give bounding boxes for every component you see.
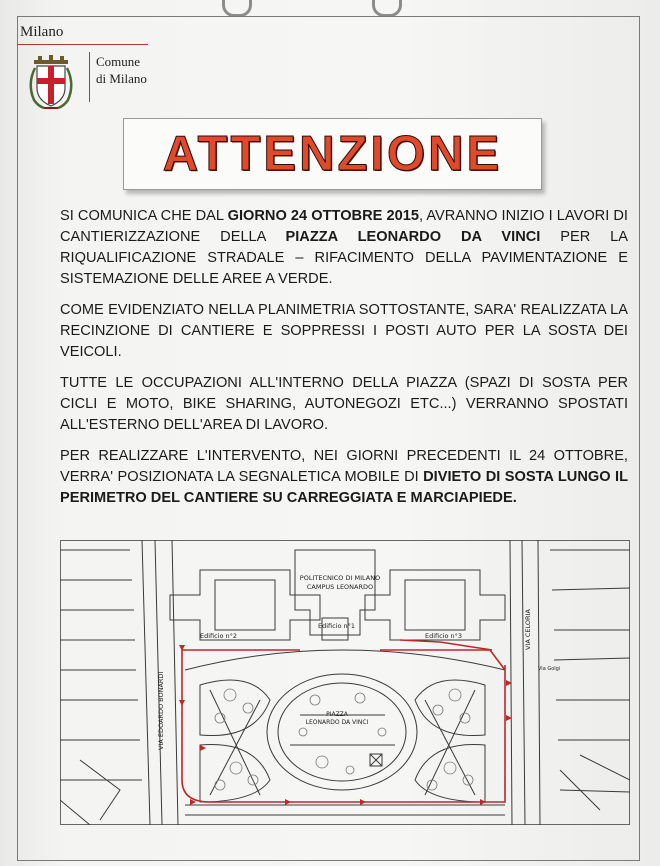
street-label: VIA EDOARDO BONARDI bbox=[157, 671, 165, 750]
emphasis-text: GIORNO 24 OTTOBRE 2015 bbox=[227, 208, 419, 224]
notice-body bbox=[60, 206, 628, 519]
building-label: Edificio n°1 bbox=[318, 622, 356, 630]
paragraph-text: COME EVIDENZIATO NELLA PLANIMETRIA SOTTOSTANTE, SARA' REALIZZATA LA RECINZIONE DI CANTIERE E SOPPRESSI I POSTI AUTO PER LA SOSTA DEI VEICOLI. bbox=[60, 302, 628, 360]
milano-crest-icon bbox=[24, 54, 78, 112]
paragraph-text: , AVRANNO INIZIO I LAVORI DI CANTIERIZZAZIONE DELLA bbox=[60, 208, 628, 245]
comune-line: di Milano bbox=[96, 71, 147, 86]
logo-divider bbox=[18, 44, 148, 45]
street-label: VIA CELORIA bbox=[524, 609, 532, 650]
side-street-label: Via Golgi bbox=[538, 666, 561, 672]
brand-milano: Milano bbox=[20, 24, 64, 40]
notice-paragraph bbox=[60, 300, 628, 363]
hanging-clip bbox=[372, 0, 402, 17]
emphasis-text: DIVIETO DI SOSTA LUNGO IL PERIMETRO DEL CANTIERE SU CARREGGIATA E MARCIAPIEDE. bbox=[60, 469, 629, 506]
paragraph-text: PER LA RIQUALIFICAZIONE STRADALE – RIFACIMENTO DELLA PAVIMENTAZIONE E SISTEMAZIONE DELLE AREE A VERDE. bbox=[60, 229, 629, 287]
hanging-clip bbox=[222, 0, 252, 17]
logo-divider bbox=[89, 52, 90, 102]
title-box bbox=[123, 118, 542, 190]
piazza-label: LEONARDO DA VINCI bbox=[305, 719, 369, 726]
notice-paragraph bbox=[60, 206, 628, 290]
notice-paragraph bbox=[60, 446, 628, 509]
paragraph-text: SI COMUNICA CHE DAL bbox=[60, 208, 228, 224]
comune-line: Comune bbox=[96, 54, 141, 69]
site-plan-map bbox=[60, 540, 630, 825]
comune-name bbox=[96, 53, 147, 87]
building-label: Edificio n°2 bbox=[200, 632, 238, 640]
paragraph-text: PER REALIZZARE L'INTERVENTO, NEI GIORNI PRECEDENTI IL 24 OTTOBRE, VERRA' POSIZIONATA LA SEGNALETICA MOBILE DI bbox=[60, 448, 628, 485]
piazza-label: PIAZZA bbox=[326, 711, 348, 718]
emphasis-text: PIAZZA LEONARDO DA VINCI bbox=[285, 229, 541, 245]
campus-label: POLITECNICO DI MILANO bbox=[299, 574, 381, 582]
paragraph-text: TUTTE LE OCCUPAZIONI ALL'INTERNO DELLA PIAZZA (SPAZI DI SOSTA PER CICLI E MOTO, BIKE SHARING, AUTONEGOZI ETC...) VERRANNO SPOSTATI ALL'ESTERNO DELL'AREA DI LAVORO. bbox=[60, 375, 628, 433]
building-label: Edificio n°3 bbox=[425, 632, 463, 640]
notice-paragraph bbox=[60, 373, 628, 436]
comune-logo bbox=[14, 20, 152, 110]
notice-title: ATTENZIONE bbox=[162, 127, 503, 181]
campus-label: CAMPUS LEONARDO bbox=[306, 583, 374, 591]
